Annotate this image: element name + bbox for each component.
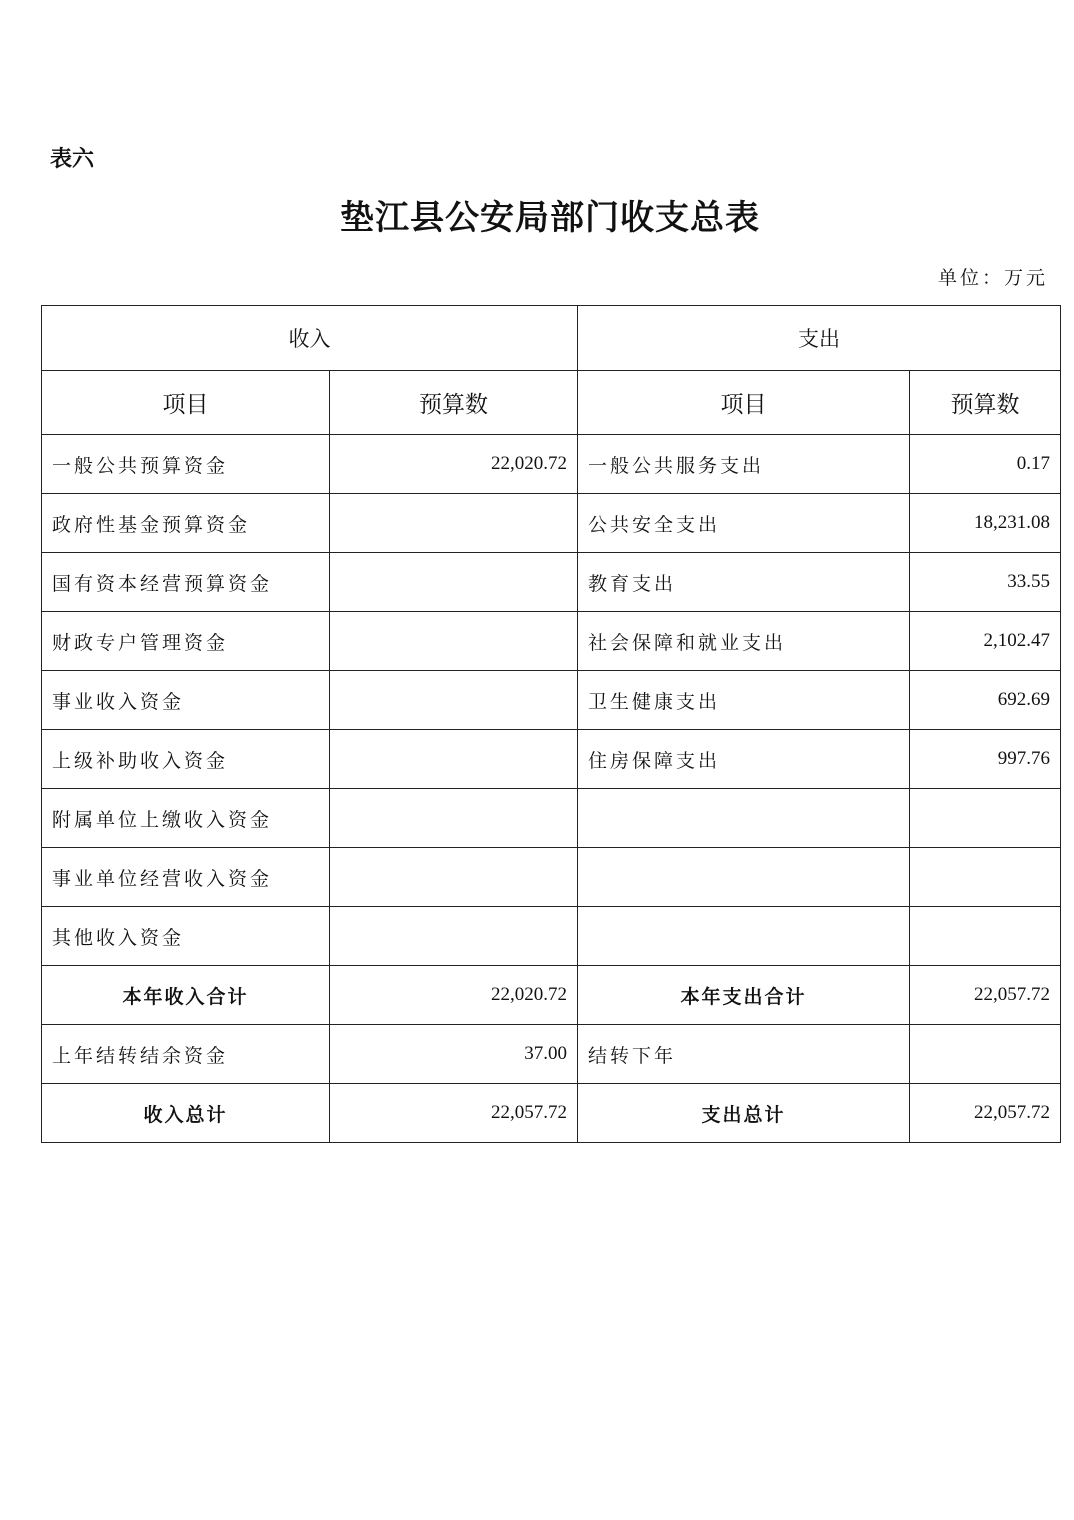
expense-item xyxy=(578,789,910,848)
income-value xyxy=(330,907,578,966)
income-subtotal-label: 本年收入合计 xyxy=(42,966,330,1025)
expense-value xyxy=(910,848,1061,907)
table-row xyxy=(42,907,1061,966)
income-item: 政府性基金预算资金 xyxy=(42,494,330,553)
income-item: 上级补助收入资金 xyxy=(42,730,330,789)
income-item: 事业收入资金 xyxy=(42,671,330,730)
expense-carryover-label: 结转下年 xyxy=(578,1025,910,1084)
page-title: 垫江县公安局部门收支总表 xyxy=(340,198,760,238)
income-value xyxy=(330,494,578,553)
income-carryover-label: 上年结转结余资金 xyxy=(42,1025,330,1084)
expense-budget-header: 预算数 xyxy=(910,371,1061,435)
table-row xyxy=(42,435,1061,494)
expense-total-label: 支出总计 xyxy=(578,1084,910,1143)
income-value xyxy=(330,553,578,612)
budget-table xyxy=(41,305,1061,1143)
income-value xyxy=(330,612,578,671)
table-row xyxy=(42,553,1061,612)
income-value xyxy=(330,671,578,730)
income-item: 事业单位经营收入资金 xyxy=(42,848,330,907)
expense-value: 997.76 xyxy=(910,730,1061,789)
expense-value xyxy=(910,789,1061,848)
subtotal-row xyxy=(42,966,1061,1025)
expense-value xyxy=(910,907,1061,966)
expense-item: 一般公共服务支出 xyxy=(578,435,910,494)
table-row xyxy=(42,848,1061,907)
income-item-header: 项目 xyxy=(42,371,330,435)
expense-subtotal-label: 本年支出合计 xyxy=(578,966,910,1025)
expense-item: 教育支出 xyxy=(578,553,910,612)
table-row xyxy=(42,494,1061,553)
expense-item: 卫生健康支出 xyxy=(578,671,910,730)
income-item: 其他收入资金 xyxy=(42,907,330,966)
income-item: 附属单位上缴收入资金 xyxy=(42,789,330,848)
expense-total-value: 22,057.72 xyxy=(910,1084,1061,1143)
income-carryover-value: 37.00 xyxy=(330,1025,578,1084)
carryover-row xyxy=(42,1025,1061,1084)
income-budget-header: 预算数 xyxy=(330,371,578,435)
income-item: 财政专户管理资金 xyxy=(42,612,330,671)
header-row-columns xyxy=(42,371,1061,435)
table-row xyxy=(42,730,1061,789)
expense-header: 支出 xyxy=(578,306,1061,371)
expense-value: 0.17 xyxy=(910,435,1061,494)
expense-carryover-value xyxy=(910,1025,1061,1084)
expense-item xyxy=(578,848,910,907)
income-total-value: 22,057.72 xyxy=(330,1084,578,1143)
header-row-sections xyxy=(42,306,1061,371)
unit-label: 单位：万元 xyxy=(937,267,1048,289)
expense-item: 公共安全支出 xyxy=(578,494,910,553)
table-row xyxy=(42,789,1061,848)
expense-subtotal-value: 22,057.72 xyxy=(910,966,1061,1025)
expense-item-header: 项目 xyxy=(578,371,910,435)
expense-item xyxy=(578,907,910,966)
total-row xyxy=(42,1084,1061,1143)
income-item: 一般公共预算资金 xyxy=(42,435,330,494)
expense-value: 692.69 xyxy=(910,671,1061,730)
table-label: 表六 xyxy=(50,146,95,172)
table-row xyxy=(42,671,1061,730)
income-value xyxy=(330,848,578,907)
expense-item: 住房保障支出 xyxy=(578,730,910,789)
expense-value: 18,231.08 xyxy=(910,494,1061,553)
income-value xyxy=(330,789,578,848)
expense-value: 33.55 xyxy=(910,553,1061,612)
expense-item: 社会保障和就业支出 xyxy=(578,612,910,671)
income-value: 22,020.72 xyxy=(330,435,578,494)
income-subtotal-value: 22,020.72 xyxy=(330,966,578,1025)
income-item: 国有资本经营预算资金 xyxy=(42,553,330,612)
income-total-label: 收入总计 xyxy=(42,1084,330,1143)
income-header: 收入 xyxy=(42,306,578,371)
income-value xyxy=(330,730,578,789)
expense-value: 2,102.47 xyxy=(910,612,1061,671)
table-row xyxy=(42,612,1061,671)
